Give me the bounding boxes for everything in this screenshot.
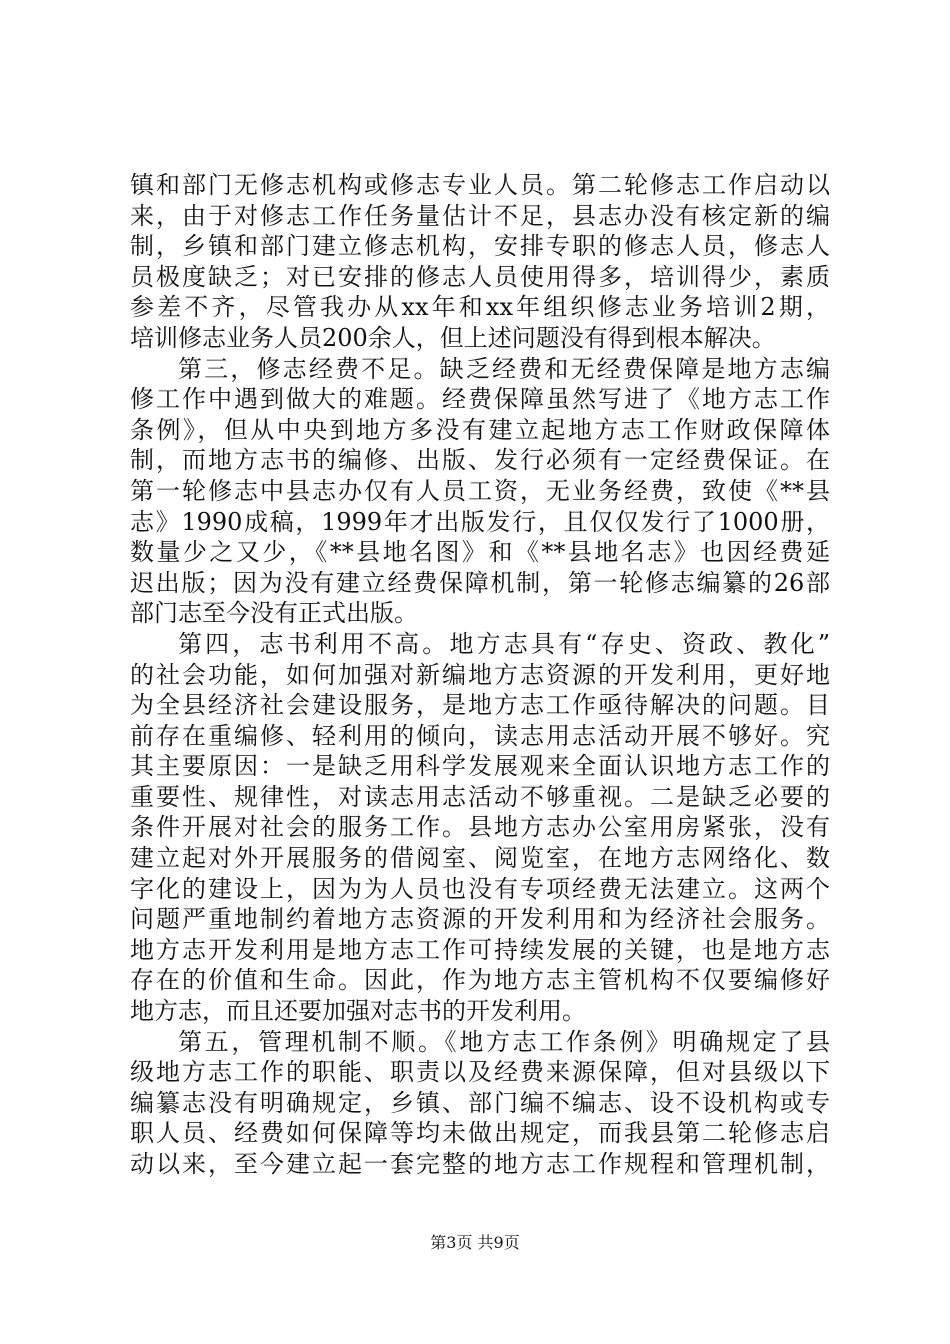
text-line: 字化的建设上，因为为人员也没有专项经费无法建立。这两个 — [130, 874, 830, 903]
text-line: 制，而地方志书的编修、出版、发行必须有一定经费保证。在 — [130, 446, 830, 475]
text-line: 志》1990成稿，1999年才出版发行，且仅仅发行了1000册， — [130, 507, 830, 536]
text-line: 级地方志工作的职能、职责以及经费来源保障，但对县级以下 — [130, 1058, 830, 1087]
paragraph-start-line: 第五，管理机制不顺。《地方志工作条例》明确规定了县 — [178, 1027, 830, 1056]
text-line: 动以来，至今建立起一套完整的地方志工作规程和管理机制， — [130, 1150, 830, 1178]
text-line: 建立起对外开展服务的借阅室、阅览室，在地方志网络化、数 — [130, 844, 830, 873]
text-line: 条例》，但从中央到地方多没有建立起地方志工作财政保障体 — [130, 415, 830, 444]
text-line: 制，乡镇和部门建立修志机构，安排专职的修志人员，修志人 — [130, 232, 830, 261]
text-line: 职人员、经费如何保障等均未做出规定，而我县第二轮修志启 — [130, 1119, 830, 1148]
text-line: 部门志至今没有正式出版。 — [130, 599, 418, 628]
page-number-footer: 第3页 共9页 — [430, 1233, 520, 1252]
body-text — [130, 170, 830, 1180]
text-line: 地方志，而且还要加强对志书的开发利用。 — [130, 997, 586, 1026]
text-line: 修工作中遇到做大的难题。经费保障虽然写进了《地方志工作 — [130, 385, 830, 414]
text-line: 第一轮修志中县志办仅有人员工资，无业务经费，致使《**县 — [130, 476, 830, 505]
text-line: 员极度缺乏；对已安排的修志人员使用得多，培训得少，素质 — [130, 262, 830, 291]
text-line: 前存在重编修、轻利用的倾向，读志用志活动开展不够好。究 — [130, 721, 830, 750]
text-line: 的社会功能，如何加强对新编地方志资源的开发利用，更好地 — [130, 660, 830, 689]
text-line: 地方志开发利用是地方志工作可持续发展的关键，也是地方志 — [130, 935, 830, 964]
text-line: 重要性、规律性，对读志用志活动不够重视。二是缺乏必要的 — [130, 782, 830, 811]
text-line: 参差不齐，尽管我办从xx年和xx年组织修志业务培训2期， — [130, 293, 830, 322]
text-line: 培训修志业务人员200余人，但上述问题没有得到根本解决。 — [130, 323, 776, 352]
text-line: 迟出版；因为没有建立经费保障机制，第一轮修志编纂的26部 — [130, 568, 830, 597]
text-line: 为全县经济社会建设服务，是地方志工作亟待解决的问题。目 — [130, 691, 830, 720]
text-line: 来，由于对修志工作任务量估计不足，县志办没有核定新的编 — [130, 201, 830, 230]
paragraph-start-line: 第四，志书利用不高。地方志具有“存史、资政、教化” — [178, 629, 830, 658]
text-line: 问题严重地制约着地方志资源的开发利用和为经济社会服务。 — [130, 905, 830, 934]
text-line: 条件开展对社会的服务工作。县地方志办公室用房紧张，没有 — [130, 813, 830, 842]
text-line: 编纂志没有明确规定，乡镇、部门编不编志、设不设机构或专 — [130, 1088, 830, 1117]
paragraph-start-line: 第三，修志经费不足。缺乏经费和无经费保障是地方志编 — [178, 354, 830, 383]
text-line: 镇和部门无修志机构或修志专业人员。第二轮修志工作启动以 — [130, 171, 830, 199]
text-line: 存在的价值和生命。因此，作为地方志主管机构不仅要编修好 — [130, 966, 830, 995]
text-line: 其主要原因：一是缺乏用科学发展观来全面认识地方志工作的 — [130, 752, 830, 781]
text-line: 数量少之又少，《**县地名图》和《**县地名志》也因经费延 — [130, 538, 830, 567]
